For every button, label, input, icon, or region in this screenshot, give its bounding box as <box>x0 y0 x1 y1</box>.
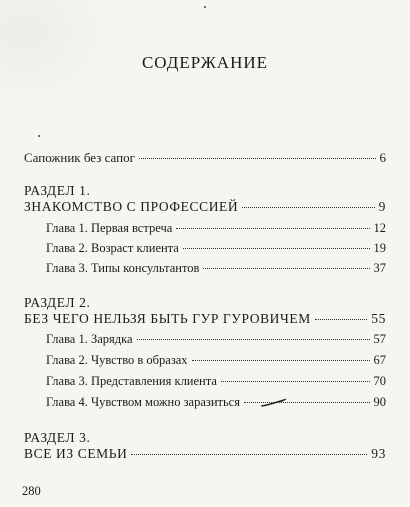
chapter-title: Глава 2. Чувство в образах <box>46 353 188 367</box>
toc-page-number: 57 <box>373 332 386 346</box>
page-footer-number: 280 <box>22 484 41 498</box>
toc-entry-label: Сапожник без сапог <box>24 150 135 165</box>
toc-page-number: 12 <box>373 221 386 235</box>
toc-entry-chapter <box>46 352 386 368</box>
chapter-title: Глава 3. Представления клиента <box>46 374 217 388</box>
dust-speck <box>204 6 206 8</box>
toc-page-number: 55 <box>371 311 386 326</box>
toc-entry-chapter <box>46 240 386 256</box>
section-title: БЕЗ ЧЕГО НЕЛЬЗЯ БЫТЬ ГУР ГУРОВИЧЕМ <box>24 311 311 326</box>
section-title: ЗНАКОМСТВО С ПРОФЕССИЕЙ <box>24 199 239 214</box>
toc-page-number: 90 <box>373 395 386 409</box>
toc-entry-chapter <box>46 260 386 276</box>
section-3-heading: РАЗДЕЛ 3. <box>24 430 91 445</box>
pen-mark-icon <box>260 397 288 409</box>
section-title: ВСЕ ИЗ СЕМЬИ <box>24 446 128 461</box>
dot-leader <box>139 158 376 159</box>
section-2-heading: РАЗДЕЛ 2. <box>24 295 91 310</box>
dot-leader <box>131 454 367 455</box>
toc-page-number: 67 <box>373 353 386 367</box>
chapter-title: Глава 1. Зарядка <box>46 332 133 346</box>
chapter-title: Глава 2. Возраст клиента <box>46 241 179 255</box>
dot-leader <box>137 339 370 340</box>
toc-entry-section-2 <box>24 311 386 327</box>
toc-entry-section-1 <box>24 199 386 215</box>
dot-leader <box>203 268 369 269</box>
chapter-title: Глава 1. Первая встреча <box>46 221 173 235</box>
toc-page-number: 93 <box>371 446 386 461</box>
dot-leader <box>221 381 370 382</box>
toc-page-number: 6 <box>379 150 386 165</box>
dot-leader <box>183 248 370 249</box>
toc-entry-chapter <box>46 331 386 347</box>
toc-entry-chapter <box>46 373 386 389</box>
chapter-title: Глава 4. Чувством можно заразиться <box>46 395 240 409</box>
toc-entry-section-3 <box>24 446 386 462</box>
dot-leader <box>176 228 369 229</box>
toc-page-number: 37 <box>373 261 386 275</box>
dust-speck <box>38 135 40 137</box>
dot-leader <box>315 319 367 320</box>
toc-entry-intro <box>24 150 386 166</box>
dot-leader <box>192 360 370 361</box>
toc-page-number: 19 <box>373 241 386 255</box>
page-title: СОДЕРЖАНИЕ <box>141 53 269 72</box>
toc-entry-chapter <box>46 394 386 410</box>
toc-entry-chapter <box>46 220 386 236</box>
chapter-title: Глава 3. Типы консультантов <box>46 261 200 275</box>
dot-leader <box>242 207 374 208</box>
toc-page-number: 70 <box>373 374 386 388</box>
section-1-heading: РАЗДЕЛ 1. <box>24 183 91 198</box>
toc-page-number: 9 <box>378 199 386 214</box>
